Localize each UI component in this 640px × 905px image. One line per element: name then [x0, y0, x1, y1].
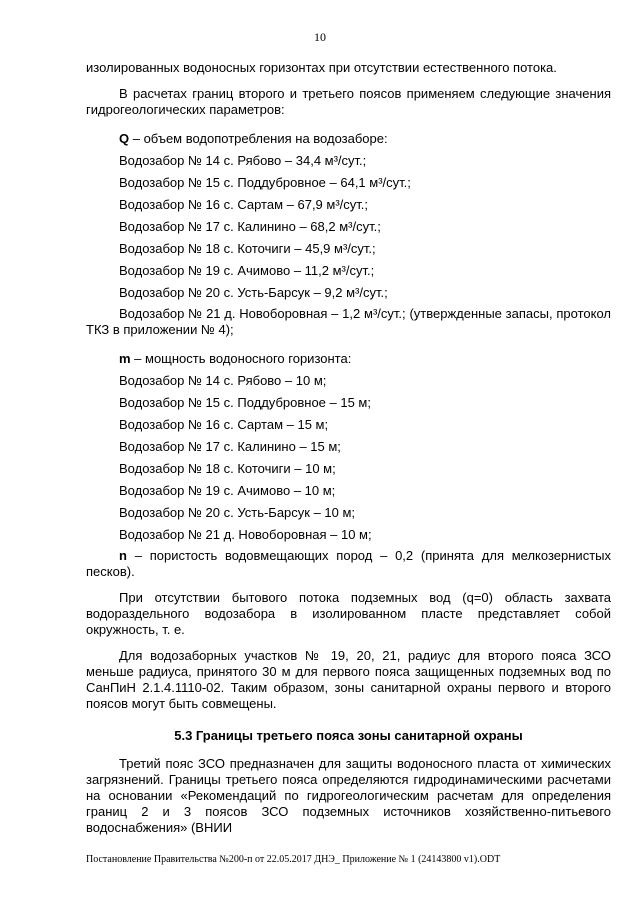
list-item: Водозабор № 17 с. Калинино – 68,2 м³/сут.;	[119, 219, 381, 234]
list-item: Водозабор № 18 с. Коточиги – 10 м;	[119, 461, 336, 476]
list-item: Водозабор № 21 д. Новоборовная – 10 м;	[119, 527, 372, 542]
list-item: Водозабор № 20 с. Усть-Барсук – 9,2 м³/сут.;	[119, 285, 388, 300]
section-heading: 5.3 Границы третьего пояса зоны санитарной охраны	[174, 728, 523, 743]
list-item: Водозабор № 17 с. Калинино – 15 м;	[119, 439, 341, 454]
q-text: – объем водопотребления на водозаборе:	[129, 131, 388, 146]
list-item: Водозабор № 16 с. Сартам – 67,9 м³/сут.;	[119, 197, 369, 212]
list-item: Водозабор № 16 с. Сартам – 15 м;	[119, 417, 329, 432]
document-body	[86, 60, 611, 846]
list-item: Водозабор № 14 с. Рябово – 34,4 м³/сут.;	[119, 153, 367, 168]
list-item: Водозабор № 15 с. Поддубровное – 64,1 м³/сут.;	[119, 175, 411, 190]
list-item: Водозабор № 19 с. Ачимово – 10 м;	[119, 483, 336, 498]
document-footer: Постановление Правительства №200-п от 22.05.2017 ДНЭ_ Приложение № 1 (24143800 v1).ODT	[86, 854, 501, 865]
paragraph-capture-area: При отсутствии бытового потока подземных вод (q=0) область захвата водораздельного водозабора в изолированном пласте представляет собой окружность, т. е.	[86, 590, 611, 637]
q-definition	[86, 128, 611, 150]
list-item: Водозабор № 21 д. Новоборовная – 1,2 м³/сут.; (утвержденные запасы, протокол ТКЗ в приложении № 4);	[86, 306, 611, 337]
paragraph-radius: Для водозаборных участков № 19, 20, 21, радиус для второго пояса ЗСО меньше радиуса, принятого 30 м для первого пояса защищенных подземных вод по СанПиН 2.1.4.1110-02. Таким образом, зоны санитарной охраны первого и второго поясов могут быть совмещены.	[86, 648, 611, 711]
list-item: Водозабор № 14 с. Рябово – 10 м;	[119, 373, 327, 388]
q-label: Q	[119, 131, 130, 146]
m-definition	[86, 348, 611, 370]
paragraph-isolated-horizons: изолированных водоносных горизонтах при отсутствии естественного потока.	[86, 60, 557, 75]
list-item: Водозабор № 19 с. Ачимово – 11,2 м³/сут.;	[119, 263, 375, 278]
list-item: Водозабор № 18 с. Коточиги – 45,9 м³/сут.;	[119, 241, 376, 256]
list-item: Водозабор № 20 с. Усть-Барсук – 10 м;	[119, 505, 356, 520]
m-text: – мощность водоносного горизонта:	[130, 351, 352, 366]
paragraph-parameters-intro: В расчетах границ второго и третьего поясов применяем следующие значения гидрогеологических параметров:	[86, 86, 611, 117]
n-label: n	[119, 548, 127, 563]
m-label: m	[119, 351, 131, 366]
n-text: – пористость водовмещающих пород – 0,2 (принята для мелкозернистых песков).	[86, 548, 611, 579]
list-item: Водозабор № 15 с. Поддубровное – 15 м;	[119, 395, 371, 410]
n-definition	[86, 548, 611, 580]
page-number: 10	[314, 30, 326, 44]
paragraph-third-zone: Третий пояс ЗСО предназначен для защиты водоносного пласта от химических загрязнений. Границы третьего пояса определяются гидродинамическими расчетами на основании «Рекомендаций по гидрогеологическим расчетам для определения границ 2 и 3 поясов ЗСО подземных источников хозяйственно-питьевого водоснабжения» (ВНИИ	[86, 756, 611, 835]
